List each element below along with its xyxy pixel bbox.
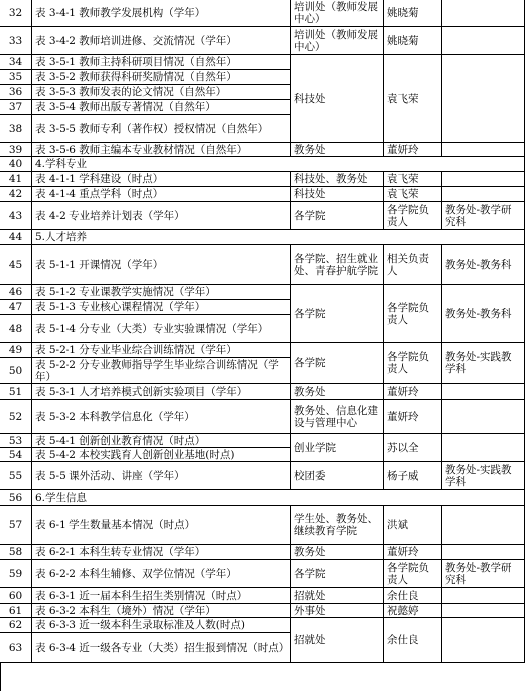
table-name-cell-text: 表 6-3-4 近一级各专业（大类）招生报到情况（时点） xyxy=(35,641,290,654)
table-name-cell-text: 表 4-2 专业培养计划表（学年） xyxy=(35,209,185,222)
reviewer-cell-merged xyxy=(442,55,525,143)
reviewer-cell-merged xyxy=(442,618,525,663)
responsible-person-cell-merged xyxy=(384,285,442,343)
responsible-person-cell xyxy=(384,202,442,230)
table-name-cell xyxy=(32,285,291,300)
row-number-cell xyxy=(0,448,32,462)
row-number-cell xyxy=(0,100,32,115)
row-number-cell xyxy=(0,70,32,85)
row-number-cell xyxy=(0,633,32,663)
department-cell-text: 教务处 xyxy=(294,143,326,156)
row-number-cell xyxy=(0,285,32,300)
row-number-cell xyxy=(0,115,32,143)
reviewer-cell xyxy=(442,187,525,202)
department-cell xyxy=(291,545,384,560)
row-number-cell xyxy=(0,434,32,448)
department-cell xyxy=(291,588,384,604)
row-number-cell-text: 35 xyxy=(8,71,23,83)
responsible-person-cell-text: 余仕良 xyxy=(387,589,419,602)
table-name-cell-text: 表 3-5-4 教师出版专著情况（自然年） xyxy=(35,101,216,113)
department-cell-text: 各学院 xyxy=(294,209,326,222)
table-name-cell-text: 表 4-1-4 重点学科（时点） xyxy=(35,188,164,200)
department-cell-merged xyxy=(291,55,384,143)
responsible-person-cell-merged-text: 苏以全 xyxy=(387,441,419,454)
department-cell-merged-text: 招就处 xyxy=(294,634,326,646)
table-name-cell-text: 6.学生信息 xyxy=(35,491,88,504)
reviewer-cell-text: 教务处-教学研究科 xyxy=(445,561,512,586)
table-name-cell xyxy=(32,588,291,604)
department-cell xyxy=(291,462,384,490)
responsible-person-cell-merged-text: 各学院负责人 xyxy=(387,301,429,326)
table-name-cell xyxy=(32,560,291,588)
reviewer-cell-merged-text: 教务处-教务科 xyxy=(445,307,512,320)
row-number-cell-text: 61 xyxy=(8,604,23,617)
table-name-cell xyxy=(32,85,291,100)
row-number-cell-text: 39 xyxy=(8,143,23,156)
responsible-person-cell-text: 董妍玲 xyxy=(387,143,419,156)
responsible-person-cell-merged xyxy=(384,343,442,384)
responsible-person-cell xyxy=(384,27,442,55)
table-name-cell-text: 表 5-2-2 分专业教师指导学生毕业综合训练情况（学年） xyxy=(35,358,279,383)
table-name-cell-text: 表 5-4-2 本校实践育人创新创业基地(时点) xyxy=(35,448,235,461)
table-name-cell xyxy=(32,448,291,462)
reviewer-cell xyxy=(442,143,525,157)
table-name-cell xyxy=(32,55,291,70)
reviewer-cell xyxy=(442,384,525,400)
table-name-cell xyxy=(32,343,291,358)
table-name-cell-text: 表 5-5 课外活动、讲座（学年） xyxy=(35,469,185,482)
table-name-cell xyxy=(32,230,525,245)
responsible-person-cell-text: 姚晓菊 xyxy=(387,7,419,19)
responsible-person-cell-text: 洪斌 xyxy=(387,519,408,531)
responsible-person-cell-text: 董妍玲 xyxy=(387,385,419,398)
responsible-person-cell-text: 祝懿婷 xyxy=(387,604,419,617)
table-name-cell xyxy=(32,0,291,27)
table-name-cell-text: 表 5-1-3 专业核心课程情况（学年） xyxy=(35,301,206,313)
responsible-person-cell xyxy=(384,143,442,157)
table-name-cell-text: 表 6-3-3 近一级本科生录取标准及人数(时点) xyxy=(35,619,246,631)
responsible-person-cell xyxy=(384,0,442,27)
table-name-cell-text: 5.人才培养 xyxy=(35,231,88,243)
table-name-cell-text: 表 3-5-3 教师发表的论文情况（自然年） xyxy=(35,86,227,98)
table-name-cell-text: 表 4-1-1 学科建设（时点） xyxy=(35,173,164,185)
reviewer-cell xyxy=(442,27,525,55)
responsible-person-cell xyxy=(384,462,442,490)
row-number-cell-text: 34 xyxy=(8,56,23,68)
row-number-cell-text: 63 xyxy=(8,641,23,654)
row-number-cell xyxy=(0,618,32,633)
row-number-cell xyxy=(0,490,32,506)
row-number-cell-text: 41 xyxy=(8,173,23,185)
responsible-person-cell xyxy=(384,172,442,187)
row-number-cell-text: 46 xyxy=(8,286,23,298)
reviewer-cell xyxy=(442,202,525,230)
table-name-cell xyxy=(32,300,291,315)
row-number-cell-text: 37 xyxy=(8,101,23,113)
row-number-cell-text: 42 xyxy=(8,188,23,200)
table-name-cell-text: 4.学科专业 xyxy=(35,158,88,170)
table-name-cell xyxy=(32,143,291,157)
department-cell-text: 培训处（教师发展中心） xyxy=(294,28,378,53)
responsible-person-cell xyxy=(384,545,442,560)
table-name-cell-text: 表 6-3-1 近一届本科生招生类别情况（时点） xyxy=(35,589,248,602)
table-name-cell-text: 表 6-3-2 本科生（境外）情况（学年） xyxy=(35,604,216,617)
row-number-cell-text: 60 xyxy=(8,589,23,602)
table-name-cell xyxy=(32,70,291,85)
row-number-cell xyxy=(0,172,32,187)
responsible-person-cell-merged xyxy=(384,55,442,143)
reviewer-cell-merged-text: 教务处-实践教学科 xyxy=(445,351,512,375)
table-name-cell xyxy=(32,633,291,663)
department-cell xyxy=(291,384,384,400)
responsible-person-cell-text: 董妍玲 xyxy=(387,546,419,558)
department-cell-merged-text: 各学院 xyxy=(294,357,326,369)
table-name-cell-text: 表 6-1 学生数量基本情况（时点） xyxy=(35,519,196,531)
department-cell-merged xyxy=(291,434,384,462)
responsible-person-cell-merged-text: 余仕良 xyxy=(387,634,419,646)
table-name-cell xyxy=(32,384,291,400)
reviewer-cell xyxy=(442,560,525,588)
row-number-cell xyxy=(0,187,32,202)
department-cell-text: 各学院 xyxy=(294,567,326,580)
department-cell xyxy=(291,400,384,434)
row-number-cell xyxy=(0,315,32,343)
responsible-person-cell-text: 袁飞荣 xyxy=(387,173,419,185)
row-number-cell-text: 50 xyxy=(8,364,23,377)
table-name-cell-text: 表 5-3-2 本科教学信息化（学年） xyxy=(35,410,195,423)
row-number-cell xyxy=(0,85,32,100)
row-number-cell xyxy=(0,400,32,434)
responsible-person-cell xyxy=(384,187,442,202)
department-cell-merged xyxy=(291,618,384,663)
row-number-cell xyxy=(0,588,32,604)
row-number-cell xyxy=(0,245,32,285)
reviewer-cell xyxy=(442,588,525,604)
department-cell-merged-text: 科技处 xyxy=(294,92,326,105)
reviewer-cell-text: 教务处-教务科 xyxy=(445,258,512,271)
table-name-cell-text: 表 5-1-2 专业课教学实施情况（学年） xyxy=(35,286,216,298)
table-name-cell xyxy=(32,115,291,143)
responsible-person-cell-merged-text: 各学院负责人 xyxy=(387,351,429,375)
row-number-cell xyxy=(0,506,32,545)
department-cell-text: 科技处 xyxy=(294,188,326,200)
row-number-cell xyxy=(0,0,32,27)
table-name-cell-text: 表 3-5-6 教师主编本专业教材情况（自然年） xyxy=(35,143,248,156)
reviewer-cell xyxy=(442,245,525,285)
table-name-cell-text: 表 3-4-2 教师培训进修、交流情况（学年） xyxy=(35,34,237,47)
reviewer-cell xyxy=(442,0,525,27)
row-number-cell-text: 44 xyxy=(8,231,23,243)
department-cell-text: 培训处（教师发展中心） xyxy=(294,1,378,25)
responsible-person-cell-text: 各学院负责人 xyxy=(387,203,429,228)
row-number-cell xyxy=(0,143,32,157)
responsible-person-cell-text: 董妍玲 xyxy=(387,410,419,423)
responsible-person-cell xyxy=(384,604,442,618)
department-cell-text: 学生处、教务处、继续教育学院 xyxy=(294,513,378,537)
row-number-cell-text: 40 xyxy=(8,158,23,170)
department-cell-text: 招就处 xyxy=(294,589,326,602)
responsible-person-cell-text: 相关负责人 xyxy=(387,252,429,277)
row-number-cell-text: 59 xyxy=(8,567,23,580)
table-name-cell xyxy=(32,618,291,633)
responsible-person-cell xyxy=(384,560,442,588)
row-number-cell xyxy=(0,55,32,70)
department-cell xyxy=(291,245,384,285)
table-name-cell-text: 表 5-2-1 分专业毕业综合训练情况（学年） xyxy=(35,344,237,356)
row-number-cell xyxy=(0,157,32,172)
department-cell xyxy=(291,143,384,157)
row-number-cell-text: 58 xyxy=(8,546,23,558)
responsible-person-cell xyxy=(384,588,442,604)
department-cell xyxy=(291,506,384,545)
table-name-cell xyxy=(32,434,291,448)
table-name-cell-text: 表 5-4-1 创新创业教育情况（时点） xyxy=(35,434,206,447)
department-cell xyxy=(291,172,384,187)
reviewer-cell xyxy=(442,604,525,618)
reviewer-cell-merged xyxy=(442,343,525,384)
row-number-cell-text: 47 xyxy=(8,301,23,313)
department-cell-merged xyxy=(291,343,384,384)
department-cell-text: 各学院、招生就业处、青春护航学院 xyxy=(294,252,378,277)
row-number-cell xyxy=(0,202,32,230)
responsible-person-cell xyxy=(384,506,442,545)
department-cell-text: 科技处、教务处 xyxy=(294,173,368,185)
row-number-cell xyxy=(0,545,32,560)
row-number-cell xyxy=(0,462,32,490)
department-cell-text: 外事处 xyxy=(294,604,326,617)
table-name-cell-text: 表 3-5-5 教师专利（著作权）授权情况（自然年） xyxy=(35,122,269,135)
responsible-person-cell xyxy=(384,384,442,400)
table-name-cell xyxy=(32,462,291,490)
row-number-cell xyxy=(0,604,32,618)
responsible-person-cell xyxy=(384,400,442,434)
table-name-cell xyxy=(32,358,291,384)
table-name-cell-text: 表 5-1-4 分专业（大类）专业实验课情况（学年） xyxy=(35,322,269,335)
row-number-cell-text: 52 xyxy=(8,410,23,423)
row-number-cell xyxy=(0,300,32,315)
table-name-cell xyxy=(32,27,291,55)
reviewer-cell-merged xyxy=(442,434,525,462)
department-cell-merged xyxy=(291,285,384,343)
responsible-person-cell-text: 杨子威 xyxy=(387,469,419,482)
reviewer-cell-text: 教务处-教学研究科 xyxy=(445,203,512,228)
row-number-cell xyxy=(0,384,32,400)
table-name-cell-text: 表 5-1-1 开课情况（学年） xyxy=(35,258,164,271)
row-number-cell-text: 55 xyxy=(8,469,23,482)
reviewer-cell-text: 教务处-实践教学科 xyxy=(445,463,512,488)
department-cell xyxy=(291,27,384,55)
row-number-cell-text: 43 xyxy=(8,209,23,222)
responsible-person-cell-merged xyxy=(384,618,442,663)
row-number-cell-text: 36 xyxy=(8,86,23,98)
row-number-cell-text: 33 xyxy=(8,34,23,47)
table-name-cell-text: 表 3-5-1 教师主持科研项目情况（自然年） xyxy=(35,56,237,68)
reviewer-cell-merged xyxy=(442,285,525,343)
row-number-cell-text: 32 xyxy=(8,7,23,19)
responsible-person-cell-text: 袁飞荣 xyxy=(387,188,419,200)
department-cell-merged-text: 创业学院 xyxy=(294,441,336,454)
reviewer-cell xyxy=(442,545,525,560)
row-number-cell-text: 54 xyxy=(8,448,23,461)
row-number-cell xyxy=(0,560,32,588)
table-name-cell xyxy=(32,545,291,560)
table-name-cell-text: 表 6-2-1 本科生转专业情况（学年） xyxy=(35,546,206,558)
row-number-cell xyxy=(0,358,32,384)
table-name-cell xyxy=(32,506,291,545)
row-number-cell-text: 62 xyxy=(8,619,23,631)
table-name-cell xyxy=(32,245,291,285)
responsible-person-cell-merged xyxy=(384,434,442,462)
row-number-cell-text: 38 xyxy=(8,122,23,135)
table-name-cell-text: 表 3-5-2 教师获得科研奖励情况（自然年） xyxy=(35,71,237,83)
responsible-person-cell xyxy=(384,245,442,285)
department-cell-text: 校团委 xyxy=(294,469,326,482)
department-cell-text: 教务处 xyxy=(294,546,326,558)
table-name-cell xyxy=(32,202,291,230)
row-number-cell-text: 49 xyxy=(8,344,23,356)
row-number-cell-text: 51 xyxy=(8,385,23,398)
responsible-person-cell-text: 姚晓菊 xyxy=(387,34,419,47)
row-number-cell-text: 56 xyxy=(8,491,23,504)
department-cell-text: 教务处 xyxy=(294,385,326,398)
table-name-cell-text: 表 6-2-2 本科生辅修、双学位情况（学年） xyxy=(35,567,237,580)
row-number-cell-text: 48 xyxy=(8,322,23,335)
table-name-cell xyxy=(32,187,291,202)
table-name-cell-text: 表 5-3-1 人才培养模式创新实验项目（学年） xyxy=(35,385,248,398)
responsible-person-cell-text: 各学院负责人 xyxy=(387,561,429,586)
department-cell-text: 教务处、信息化建设与管理中心 xyxy=(294,404,378,429)
department-cell xyxy=(291,604,384,618)
table-name-cell xyxy=(32,400,291,434)
department-cell-merged-text: 各学院 xyxy=(294,307,326,320)
responsible-person-cell-merged-text: 袁飞荣 xyxy=(387,92,419,105)
department-cell xyxy=(291,560,384,588)
row-number-cell xyxy=(0,27,32,55)
department-cell xyxy=(291,0,384,27)
table-name-cell-text: 表 3-4-1 教师教学发展机构（学年） xyxy=(35,7,206,19)
table-name-cell xyxy=(32,100,291,115)
row-number-cell-text: 45 xyxy=(8,258,23,271)
department-cell xyxy=(291,202,384,230)
reviewer-cell xyxy=(442,172,525,187)
table-name-cell xyxy=(32,157,525,172)
table-name-cell xyxy=(32,490,525,506)
reviewer-cell xyxy=(442,400,525,434)
reviewer-cell xyxy=(442,462,525,490)
row-number-cell xyxy=(0,343,32,358)
table-name-cell xyxy=(32,604,291,618)
department-cell xyxy=(291,187,384,202)
row-number-cell-text: 57 xyxy=(8,519,23,531)
reviewer-cell xyxy=(442,506,525,545)
row-number-cell xyxy=(0,230,32,245)
table-name-cell xyxy=(32,172,291,187)
table-name-cell xyxy=(32,315,291,343)
row-number-cell-text: 53 xyxy=(8,434,23,447)
